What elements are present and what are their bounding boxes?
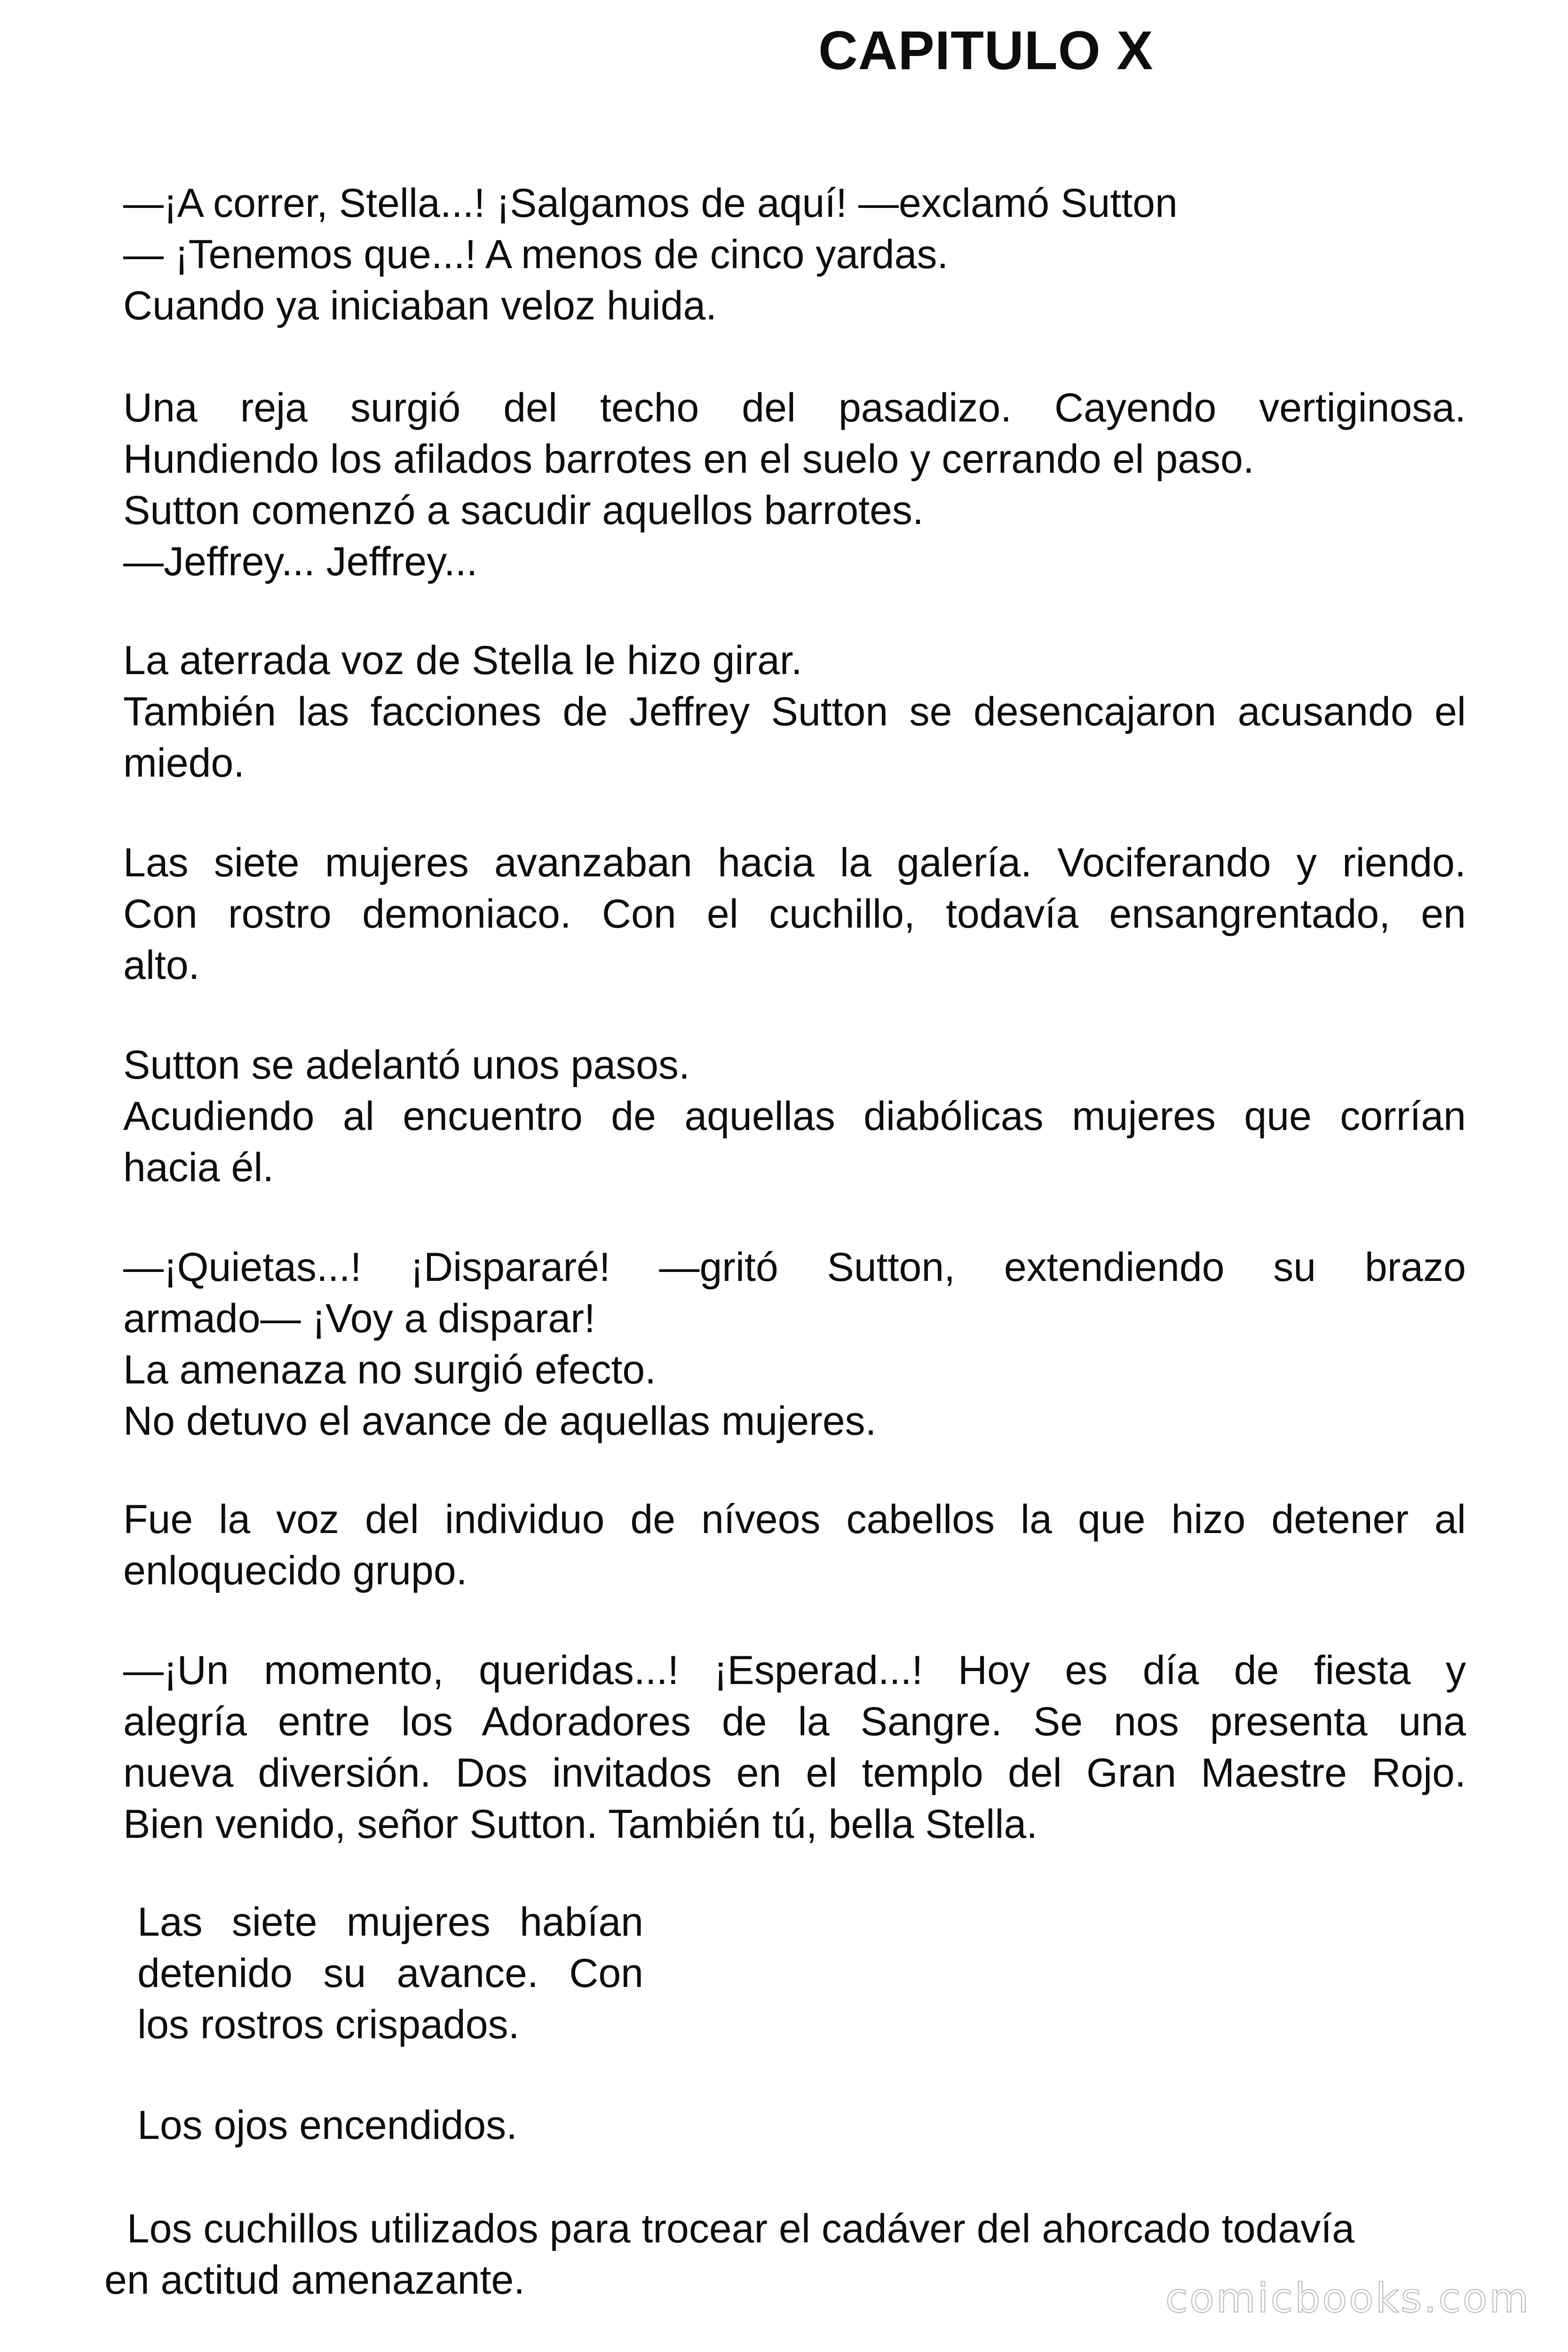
- paragraph-line: Una reja surgió del techo del pasadizo. Cayendo vertiginosa.: [123, 385, 1466, 430]
- paragraph-line: Bien venido, señor Sutton. También tú, bella Stella.: [123, 1802, 1038, 1847]
- paragraph-line: armado— ¡Voy a disparar!: [123, 1296, 595, 1341]
- paragraph-line: Sutton comenzó a sacudir aquellos barrotes.: [123, 488, 924, 533]
- paragraph-line: La aterrada voz de Stella le hizo girar.: [123, 638, 802, 683]
- paragraph-line: —¡Un momento, queridas...! ¡Esperad...! Hoy es día de fiesta y: [123, 1648, 1466, 1693]
- paragraph-line: enloquecido grupo.: [123, 1548, 467, 1593]
- paragraph-line: alto.: [123, 943, 200, 988]
- paragraph-line: Hundiendo los afilados barrotes en el suelo y cerrando el paso.: [123, 437, 1254, 482]
- paragraph-line: —¡Quietas...! ¡Dispararé! —gritó Sutton, extendiendo su brazo: [123, 1245, 1466, 1290]
- paragraph-line: hacia él.: [123, 1145, 274, 1190]
- paragraph-line: Sutton se adelantó unos pasos.: [123, 1042, 690, 1088]
- paragraph-line: nueva diversión. Dos invitados en el templo del Gran Maestre Rojo.: [123, 1750, 1466, 1796]
- paragraph-line: La amenaza no surgió efecto.: [123, 1347, 657, 1392]
- paragraph-5: [123, 1040, 1466, 1193]
- paragraph-line: Con rostro demoniaco. Con el cuchillo, todavía ensangrentado, en: [123, 891, 1466, 937]
- paragraph-line: No detuvo el avance de aquellas mujeres.: [123, 1398, 877, 1444]
- paragraph-line: Los ojos encendidos.: [137, 2103, 518, 2148]
- paragraph-7: [123, 1494, 1466, 1597]
- paragraph-line: en actitud amenazante.: [104, 2257, 525, 2303]
- paragraph-4: [123, 837, 1466, 991]
- paragraph-10: [137, 2100, 643, 2151]
- paragraph-9: [137, 1897, 643, 2050]
- paragraph-2: [123, 382, 1466, 588]
- paragraph-8: [123, 1645, 1466, 1850]
- paragraph-line: Cuando ya iniciaban veloz huida.: [123, 283, 717, 328]
- watermark: comicbooks.com: [1165, 2275, 1531, 2322]
- paragraph-line: Acudiendo al encuentro de aquellas diabólicas mujeres que corrían: [123, 1094, 1466, 1139]
- paragraph-line: detenido su avance. Con: [137, 1951, 643, 1996]
- paragraph-line: Los cuchillos utilizados para trocear el cadáver del ahorcado todavía: [104, 2206, 1354, 2251]
- paragraph-line: miedo.: [123, 740, 245, 786]
- paragraph-line: Las siete mujeres habían: [137, 1899, 643, 1945]
- paragraph-6: [123, 1242, 1466, 1447]
- paragraph-line: los rostros crispados.: [137, 2002, 520, 2047]
- paragraph-line: — ¡Tenemos que...! A menos de cinco yardas.: [123, 232, 949, 277]
- paragraph-1: [123, 178, 1466, 332]
- paragraph-line: alegría entre los Adoradores de la Sangre. Se nos presenta una: [123, 1699, 1466, 1744]
- chapter-title: CAPITULO X: [818, 20, 1154, 81]
- paragraph-line: También las facciones de Jeffrey Sutton se desencajaron acusando el: [123, 689, 1466, 734]
- paragraph-line: Las siete mujeres avanzaban hacia la galería. Vociferando y riendo.: [123, 840, 1466, 885]
- paragraph-3: [123, 635, 1466, 789]
- paragraph-line: Fue la voz del individuo de níveos cabellos la que hizo detener al: [123, 1497, 1466, 1542]
- paragraph-line: —¡A correr, Stella...! ¡Salgamos de aquí! —exclamó Sutton: [123, 181, 1178, 226]
- paragraph-line: —Jeffrey... Jeffrey...: [123, 539, 478, 584]
